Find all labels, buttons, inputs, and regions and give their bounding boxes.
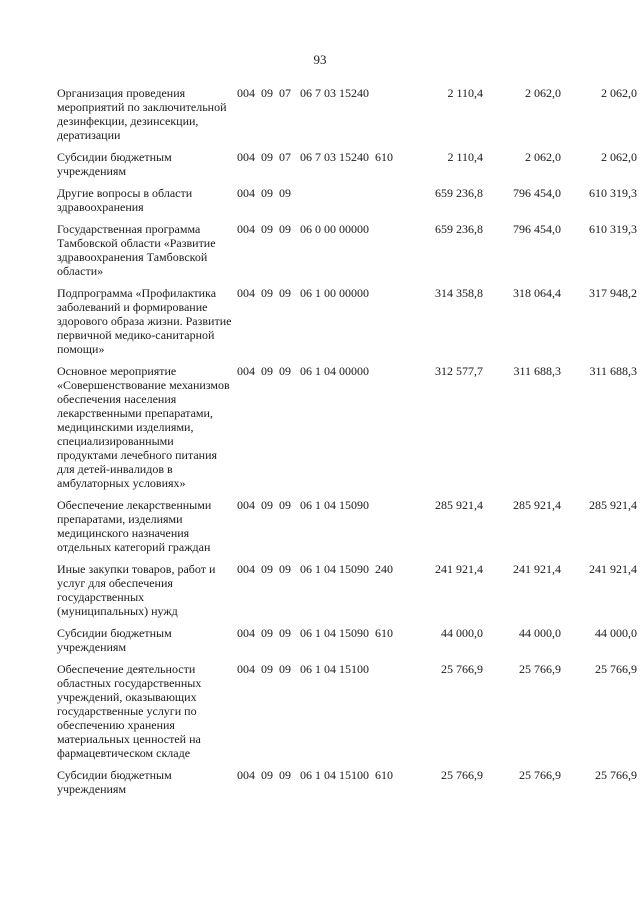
- row-value-1: 241 921,4: [435, 562, 483, 576]
- row-codes: 004 09 09 06 1 04 15090: [237, 498, 369, 512]
- row-value-3: 241 921,4: [589, 562, 637, 576]
- row-codes: 004 09 09 06 0 00 00000: [237, 222, 369, 236]
- row-value-3: 610 319,3: [589, 222, 637, 236]
- row-value-1: 25 766,9: [441, 662, 483, 676]
- row-value-2: 2 062,0: [525, 150, 561, 164]
- row-value-2: 796 454,0: [513, 186, 561, 200]
- row-name: Другие вопросы в области здравоохранения: [57, 186, 193, 214]
- row-value-1: 285 921,4: [435, 498, 483, 512]
- table-row: [57, 286, 637, 356]
- row-name: Обеспечение лекарственными препаратами, изделиями медицинского назначения отдельных категорий граждан: [57, 498, 212, 554]
- budget-table: [57, 86, 637, 804]
- table-row: [57, 86, 637, 142]
- table-row: [57, 150, 637, 178]
- row-value-3: 44 000,0: [595, 626, 637, 640]
- row-value-2: 2 062,0: [525, 86, 561, 100]
- row-codes: 004 09 07 06 7 03 15240 610: [237, 150, 393, 164]
- row-value-2: 241 921,4: [513, 562, 561, 576]
- row-value-2: 44 000,0: [519, 626, 561, 640]
- row-codes: 004 09 09 06 1 00 00000: [237, 286, 369, 300]
- table-row: [57, 364, 637, 490]
- row-name: Субсидии бюджетным учреждениям: [57, 150, 172, 178]
- row-name: Иные закупки товаров, работ и услуг для обеспечения государственных (муниципальных) нужд: [57, 562, 216, 618]
- row-name: Субсидии бюджетным учреждениям: [57, 626, 172, 654]
- row-name: Организация проведения мероприятий по заключительной дезинфекции, дезинсекции, дератизации: [57, 86, 227, 142]
- row-value-3: 610 319,3: [589, 186, 637, 200]
- row-codes: 004 09 09 06 1 04 00000: [237, 364, 369, 378]
- row-name: Основное мероприятие «Совершенствование механизмов обеспечения населения лекарственными препаратами, медицинскими изделиями, специализированными продуктами лечебного питания для детей-инвалидов в амбулаторных условиях»: [57, 364, 230, 490]
- row-value-1: 2 110,4: [447, 150, 483, 164]
- row-value-3: 2 062,0: [601, 86, 637, 100]
- row-codes: 004 09 09 06 1 04 15100 610: [237, 768, 393, 782]
- row-value-3: 25 766,9: [595, 662, 637, 676]
- row-value-3: 317 948,2: [589, 286, 637, 300]
- table-row: [57, 768, 637, 796]
- row-value-3: 311 688,3: [589, 364, 637, 378]
- row-value-2: 25 766,9: [519, 662, 561, 676]
- row-value-1: 44 000,0: [441, 626, 483, 640]
- row-value-2: 796 454,0: [513, 222, 561, 236]
- row-value-3: 25 766,9: [595, 768, 637, 782]
- row-codes: 004 09 09 06 1 04 15100: [237, 662, 369, 676]
- table-row: [57, 498, 637, 554]
- row-name: Подпрограмма «Профилактика заболеваний и формирование здорового образа жизни. Развитие первичной медико-санитарной помощи»: [57, 286, 232, 356]
- row-value-1: 312 577,7: [435, 364, 483, 378]
- row-value-2: 311 688,3: [513, 364, 561, 378]
- row-codes: 004 09 09 06 1 04 15090 610: [237, 626, 393, 640]
- row-codes: 004 09 09 06 1 04 15090 240: [237, 562, 393, 576]
- table-row: [57, 562, 637, 618]
- table-row: [57, 626, 637, 654]
- table-row: [57, 662, 637, 760]
- row-value-1: 2 110,4: [447, 86, 483, 100]
- row-name: Государственная программа Тамбовской области «Развитие здравоохранения Тамбовской области»: [57, 222, 216, 278]
- row-codes: 004 09 09: [237, 186, 291, 200]
- row-value-3: 285 921,4: [589, 498, 637, 512]
- page-number: 93: [313, 52, 327, 67]
- row-value-1: 659 236,8: [435, 186, 483, 200]
- table-row: [57, 222, 637, 278]
- row-value-3: 2 062,0: [601, 150, 637, 164]
- row-name: Обеспечение деятельности областных государственных учреждений, оказывающих государственные услуги по обеспечению хранения материальных ценностей на фармацевтическом складе: [57, 662, 202, 760]
- row-value-2: 285 921,4: [513, 498, 561, 512]
- row-codes: 004 09 07 06 7 03 15240: [237, 86, 369, 100]
- row-value-1: 314 358,8: [435, 286, 483, 300]
- table-row: [57, 186, 637, 214]
- row-value-2: 318 064,4: [513, 286, 561, 300]
- row-value-1: 659 236,8: [435, 222, 483, 236]
- row-name: Субсидии бюджетным учреждениям: [57, 768, 172, 796]
- row-value-1: 25 766,9: [441, 768, 483, 782]
- row-value-2: 25 766,9: [519, 768, 561, 782]
